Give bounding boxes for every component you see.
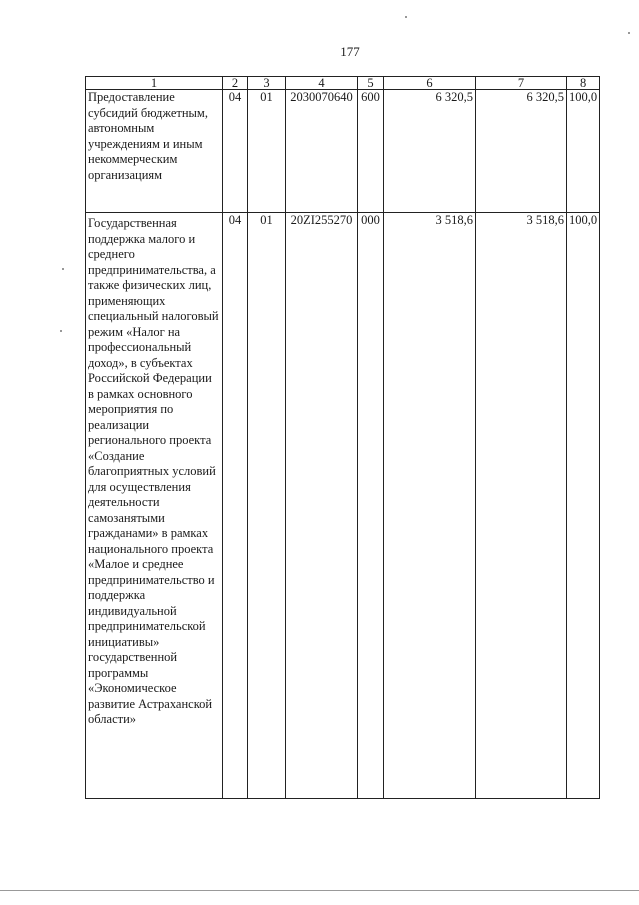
expense-type-cell: 600 bbox=[358, 90, 384, 213]
column-header-percent: 8 bbox=[567, 77, 600, 90]
column-header-name: 1 bbox=[86, 77, 223, 90]
scan-speck bbox=[62, 268, 64, 270]
page-number: 177 bbox=[340, 44, 360, 59]
scan-speck bbox=[405, 16, 407, 18]
column-header-plan: 6 bbox=[384, 77, 476, 90]
fact-cell: 6 320,5 bbox=[476, 90, 567, 213]
column-header-target-article: 4 bbox=[286, 77, 358, 90]
plan-cell: 6 320,5 bbox=[384, 90, 476, 213]
fact-cell: 3 518,6 bbox=[476, 213, 567, 799]
subsection-cell: 01 bbox=[248, 90, 286, 213]
column-header-section: 2 bbox=[223, 77, 248, 90]
section-cell: 04 bbox=[223, 213, 248, 799]
target-article-cell: 2030070640 bbox=[286, 90, 358, 213]
table-row bbox=[86, 213, 600, 799]
plan-cell: 3 518,6 bbox=[384, 213, 476, 799]
percent-cell: 100,0 bbox=[567, 90, 600, 213]
scan-speck bbox=[60, 330, 62, 332]
subsection-cell: 01 bbox=[248, 213, 286, 799]
row-name-cell: Государственная поддержка малого и среднего предпринимательства, а также физических лиц, применяющих специальный налоговый режим «Налог на профессиональный доход», в субъектах Российской Федерации в рамках основного мероприятия по реализации регионального проекта «Создание благоприятных условий для осуществления деятельности самозанятыми гражданами» в рамках национального проекта «Малое и среднее предпринимательство и поддержка индивидуальной предпринимательской инициативы» государственной программы «Экономическое развитие Астраханской области» bbox=[86, 213, 223, 799]
target-article-cell: 20ZI255270 bbox=[286, 213, 358, 799]
column-header-subsection: 3 bbox=[248, 77, 286, 90]
expense-type-cell: 000 bbox=[358, 213, 384, 799]
section-cell: 04 bbox=[223, 90, 248, 213]
budget-execution-table bbox=[85, 76, 600, 799]
row-name-cell: Предоставление субсидий бюджетным, автономным учреждениям и иным некоммерческим организациям bbox=[86, 90, 223, 213]
page-bottom-edge bbox=[0, 890, 639, 891]
percent-cell: 100,0 bbox=[567, 213, 600, 799]
table-header-row bbox=[86, 77, 600, 90]
column-header-expense-type: 5 bbox=[358, 77, 384, 90]
scan-speck bbox=[628, 32, 630, 34]
table-row bbox=[86, 90, 600, 213]
column-header-fact: 7 bbox=[476, 77, 567, 90]
